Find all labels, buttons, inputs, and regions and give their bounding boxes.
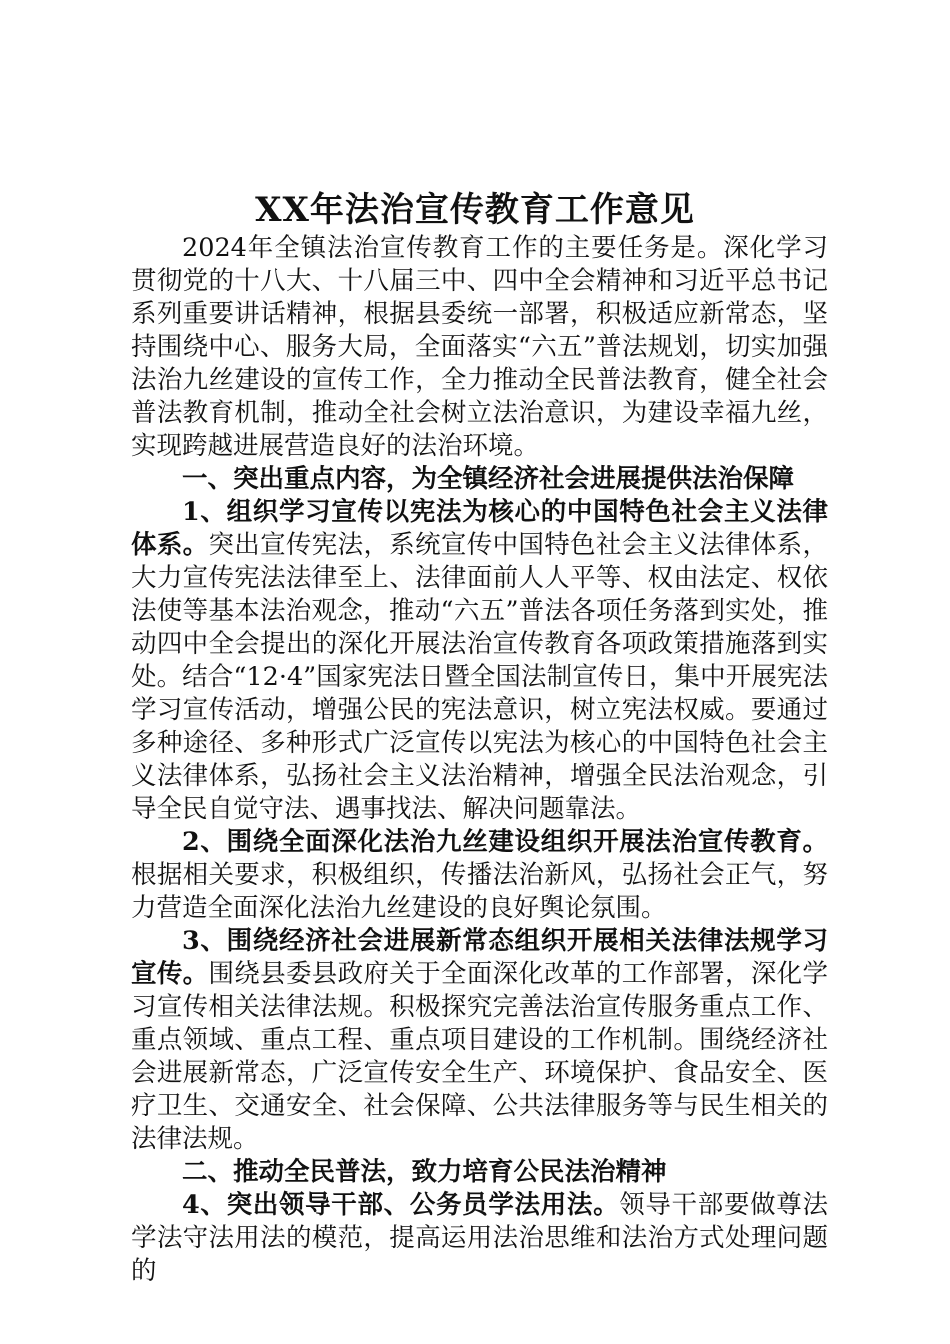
item-body-1: 突出宣传宪法，系统宣传中国特色社会主义法律体系，大力宣传宪法法律至上、法律面前人人平等、权由法定、权依法使等基本法治观念，推动“六五”普法各项任务落到实处，推动四中全会提出的深化开展法治宣传教育各项政策措施落到实处。结合“12·4”国家宪法日暨全国法制宣传日，集中开展宪法学习宣传活动，增强公民的宪法意识，树立宪法权威。要通过多种途径、多种形式广泛宣传以宪法为核心的中国特色社会主义法律体系，弘扬社会主义法治精神，增强全民法治观念，引导全民自觉守法、遇事找法、解决问题靠法。: [131, 530, 828, 824]
item-lead-3: 3、围绕经济社会进展新常态组织开展相关法律法规学习宣传。: [131, 926, 828, 989]
document-title: XX年法治宣传教育工作意见: [255, 190, 695, 230]
section-heading-2: 二、推动全民普法，致力培育公民法治精神: [182, 1157, 667, 1187]
item-paragraph-2: [131, 826, 828, 925]
item-lead-1: 1、组织学习宣传以宪法为核心的中国特色社会主义法律体系。: [131, 497, 828, 560]
intro-paragraph: 2024年全镇法治宣传教育工作的主要任务是。深化学习贯彻党的十八大、十八届三中、四中全会精神和习近平总书记系列重要讲话精神，根据县委统一部署，积极适应新常态，坚持围绕中心、服务大局，全面落实“六五”普法规划，切实加强法治九丝建设的宣传工作，全力推动全民普法教育，健全社会普法教育机制，推动全社会树立法治意识，为建设幸福九丝，实现跨越进展营造良好的法治环境。: [131, 233, 828, 461]
item-body-2: 根据相关要求，积极组织，传播法治新风，弘扬社会正气，努力营造全面深化法治九丝建设的良好舆论氛围。: [131, 860, 828, 923]
item-paragraph-1: [131, 496, 828, 826]
item-lead-4: 4、突出领导干部、公务员学法用法。: [182, 1190, 620, 1220]
item-body-4: 领导干部要做尊法学法守法用法的模范，提高运用法治思维和法治方式处理问题的: [131, 1190, 828, 1286]
item-lead-2: 2、围绕全面深化法治九丝建设组织开展法治宣传教育。: [182, 827, 828, 857]
section-heading-1: 一、突出重点内容，为全镇经济社会进展提供法治保障: [182, 464, 795, 494]
item-paragraph-3: [131, 925, 828, 1156]
item-paragraph-4: [131, 1189, 828, 1288]
document-body: [131, 232, 828, 1288]
item-body-3: 围绕县委县政府关于全面深化改革的工作部署，深化学习宣传相关法律法规。积极探究完善法治宣传服务重点工作、重点领域、重点工程、重点项目建设的工作机制。围绕经济社会进展新常态，广泛宣传安全生产、环境保护、食品安全、医疗卫生、交通安全、社会保障、公共法律服务等与民生相关的法律法规。: [131, 959, 828, 1154]
